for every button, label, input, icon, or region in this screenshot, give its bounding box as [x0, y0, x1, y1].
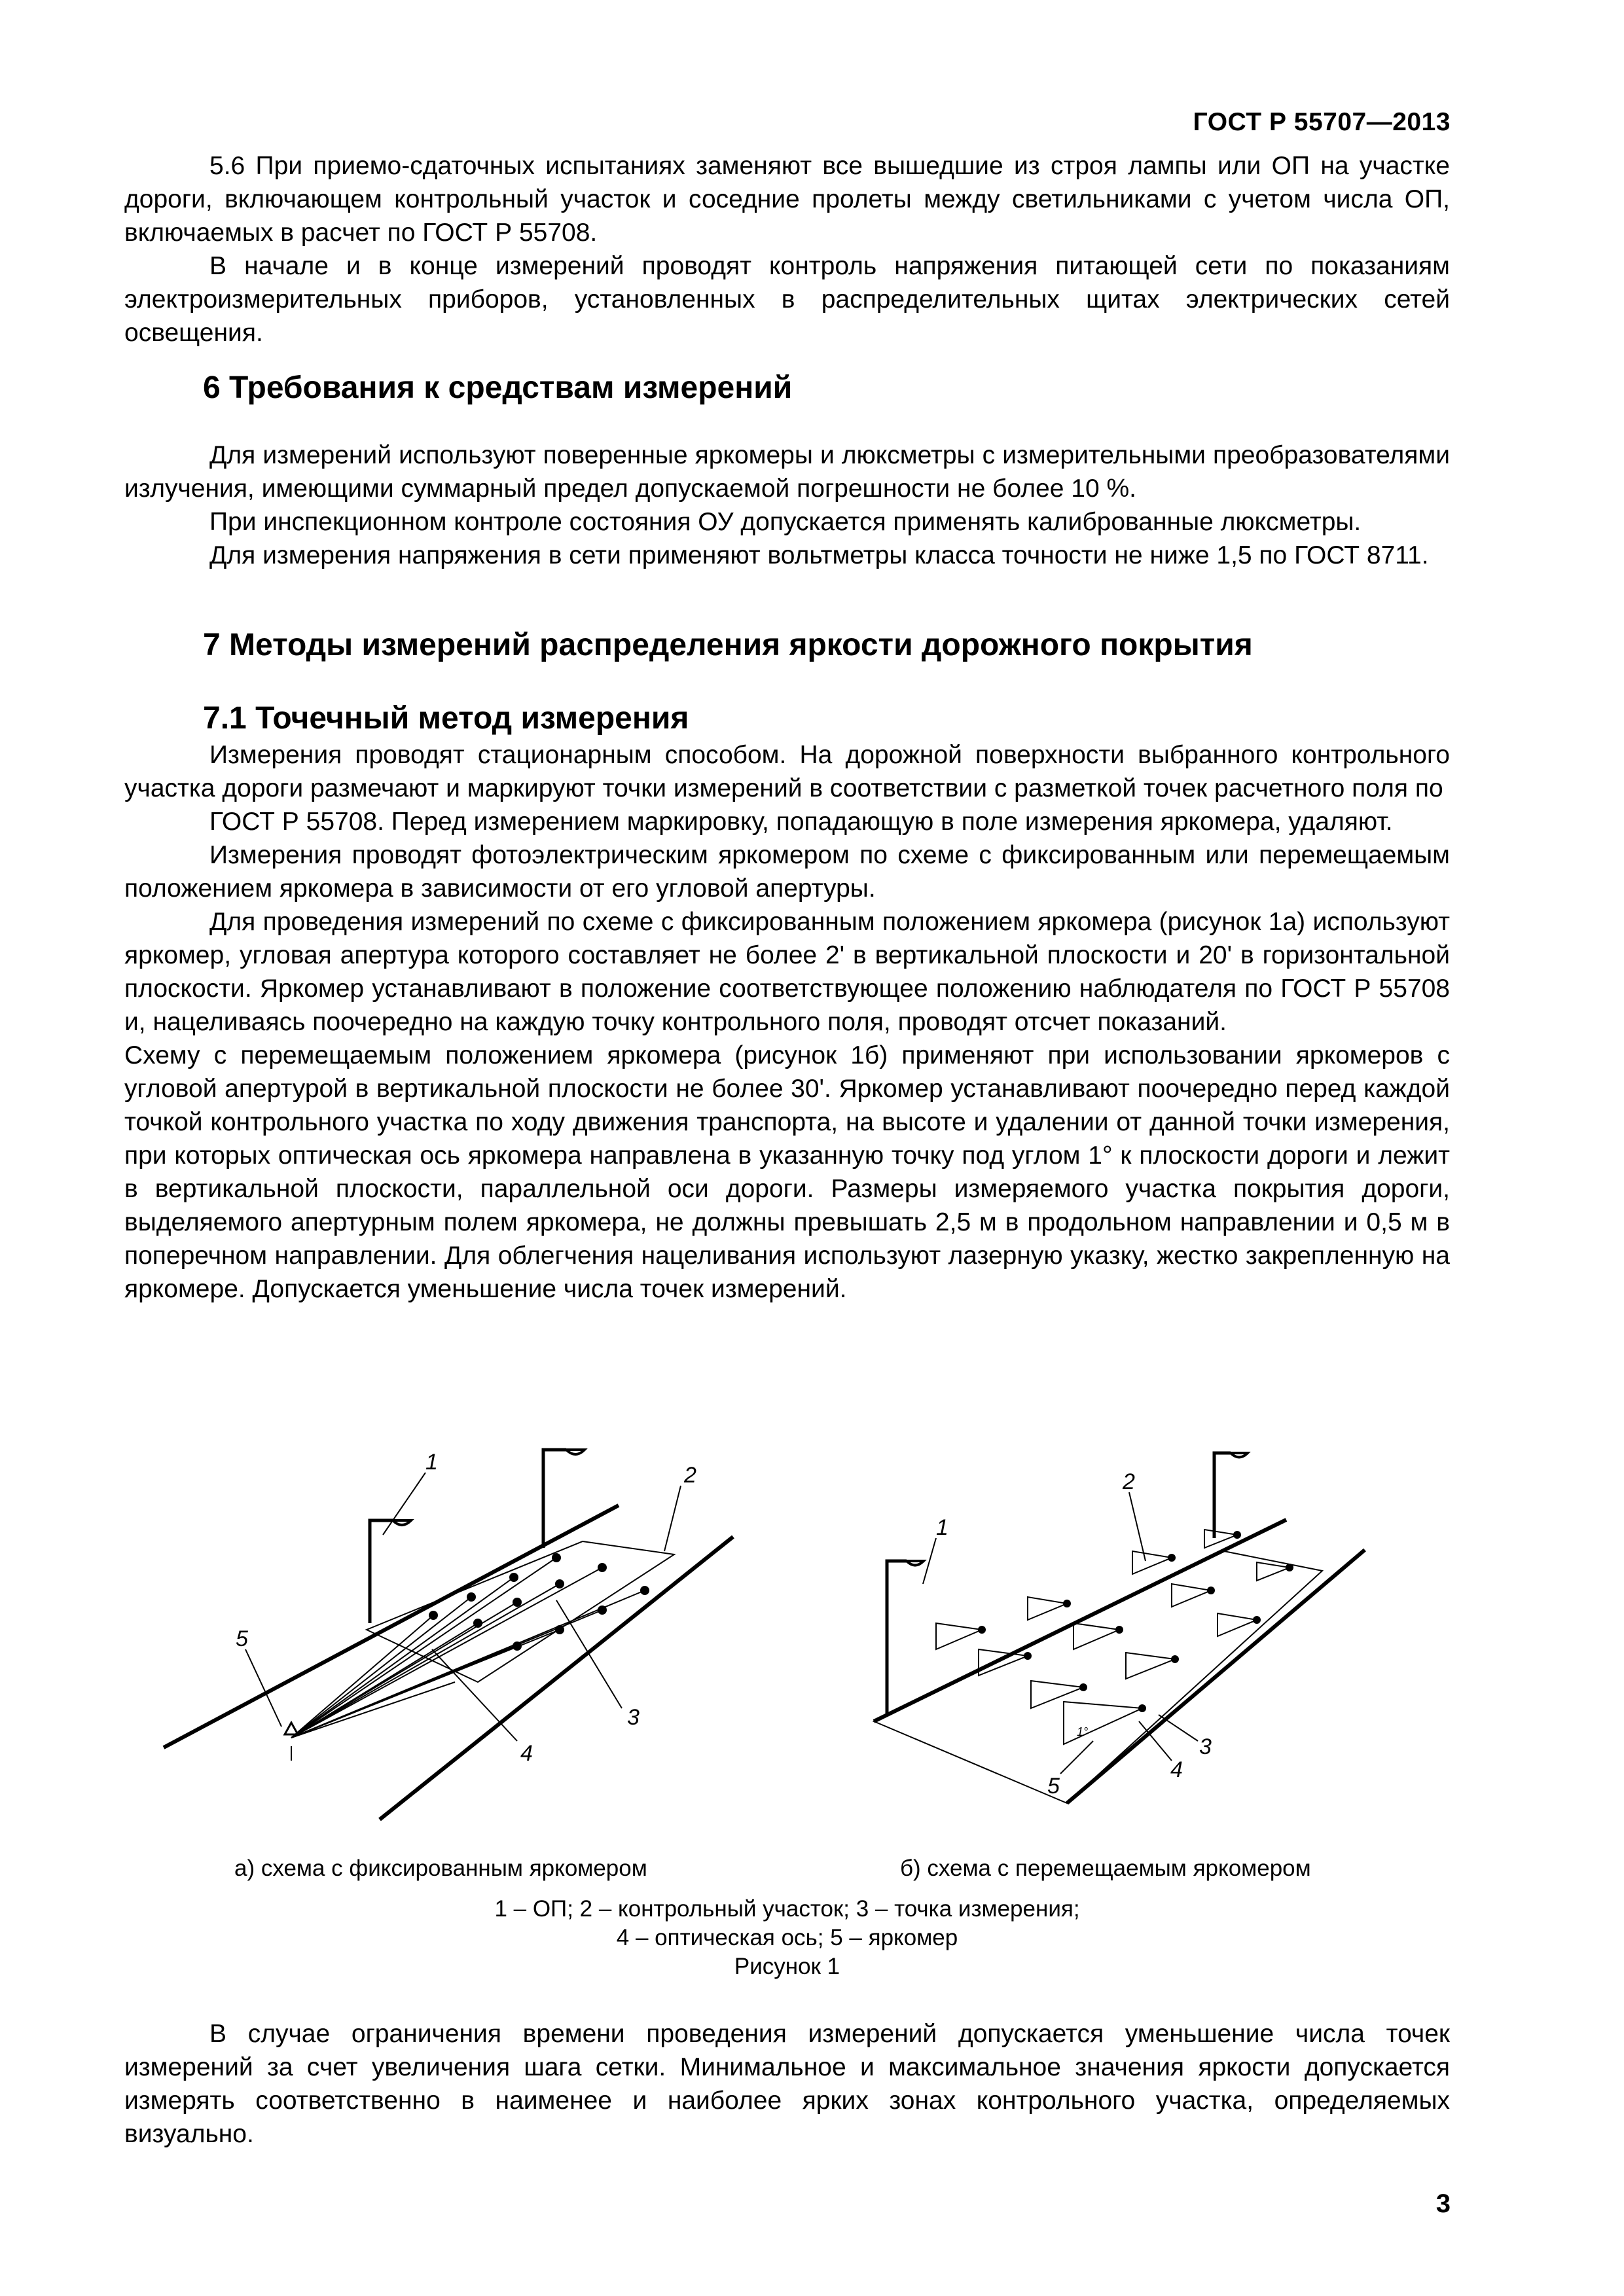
label-5-left: 5 — [236, 1626, 248, 1651]
paragraph: Измерения проводят фотоэлектрическим яркомером по схеме с фиксированным или перемещаемым положением яркомера в зависимости от его угловой апертуры. — [124, 841, 1450, 903]
section-7-1-body — [124, 738, 1450, 1306]
diagram-fixed-luminance-meter — [164, 1450, 733, 1820]
label-1-left: 1 — [425, 1450, 438, 1475]
label-2-right: 2 — [1123, 1469, 1135, 1494]
label-4-right: 4 — [1170, 1757, 1183, 1782]
optical-axes — [936, 1530, 1290, 1744]
paragraph: Для измерения напряжения в сети применяют вольтметры класса точности не ниже 1,5 по ГОСТ 8711. — [209, 541, 1429, 569]
label-4-left: 4 — [520, 1741, 533, 1766]
paragraph: Схему с перемещаемым положением яркомера (рисунок 1б) применяют при использовании яркомеров с угловой апертурой в вертикальной плоскости не более 30'. Яркомер устанавливают поочередно перед каждой точкой контрольного участка по ходу движения транспорта, на высоте и удалении от данной точки измерения, при которых оптическая ось яркомера направлена в указанную точку под углом 1° к плоскости дороги и лежит в вертикальной плоскости, параллельной оси дороги. Размеры измеряемого участка покрытия дороги, выделяемого апертурным полем яркомера, не должны превышать 2,5 м в продольном направлении и 0,5 м в поперечном направлении. Для облегчения нацеливания используют лазерную указку, жестко закрепленную на яркомере. Допускается уменьшение числа точек измерений. — [124, 1041, 1450, 1303]
section-5-6 — [124, 149, 1450, 350]
road-edge-upper — [164, 1505, 619, 1748]
luminaire-head-icon — [907, 1561, 924, 1566]
figure-legend — [124, 1895, 1450, 1981]
paragraph: Для измерений используют поверенные яркомеры и люксметры с измерительными преобразователями излучения, имеющими суммарный предел допускаемой погрешности не более 10 %. — [124, 441, 1450, 503]
page-number: 3 — [1435, 2189, 1451, 2218]
measurement-points-right — [978, 1531, 1293, 1712]
figure-1-diagrams — [151, 1433, 1460, 1826]
paragraph: При инспекционном контроле состояния ОУ допускается применять калиброванные люксметры. — [209, 508, 1362, 536]
control-area-outline — [874, 1551, 1322, 1803]
luminaire-head-icon — [393, 1520, 411, 1525]
road-edge-lower — [1067, 1550, 1365, 1803]
label-1-right: 1 — [936, 1515, 948, 1540]
paragraph: В начале и в конце измерений проводят контроль напряжения питающей сети по показаниям электроизмерительных приборов, установленных в распределительных щитах электрических сетей освещения. — [124, 252, 1450, 347]
luminaire-head-icon — [1231, 1453, 1248, 1458]
legend-line: 1 – ОП; 2 – контрольный участок; 3 – точка измерения; — [494, 1896, 1080, 1922]
angle-label: 1° — [1077, 1725, 1089, 1738]
caption-a: а) схема с фиксированным яркомером — [234, 1856, 647, 1881]
label-3-left: 3 — [627, 1705, 640, 1730]
paragraph: 5.6 При приемо-сдаточных испытаниях заменяют все вышедшие из строя лампы или ОП на участке дороги, включающем контрольный участок и соседние пролеты между светильниками с учетом числа ОП, включаемых в расчет по ГОСТ Р 55708. — [124, 152, 1450, 247]
section-7-1-heading: 7.1 Точечный метод измерения — [203, 701, 689, 736]
label-5-right: 5 — [1047, 1774, 1060, 1799]
paragraph: В случае ограничения времени проведения измерений допускается уменьшение числа точек измерений за счет увеличения шага сетки. Минимальное и максимальное значения яркости допускается измерять соответственно в наименее и наиболее ярких зонах контрольного участка, определяемых визуально. — [124, 2020, 1450, 2148]
figure-1 — [151, 1433, 1460, 1829]
luminaire-head-icon — [566, 1450, 585, 1454]
label-2-left: 2 — [684, 1463, 696, 1488]
luminaire-pole-icon — [887, 1561, 907, 1715]
luminance-meter-icon — [285, 1723, 298, 1734]
paragraph: ГОСТ Р 55708. Перед измерением маркировку, попадающую в поле измерения яркомера, удаляют. — [209, 808, 1393, 836]
legend-line: 4 – оптическая ось; 5 – яркомер — [616, 1925, 958, 1950]
luminaire-pole-icon — [370, 1520, 393, 1623]
caption-b: б) схема с перемещаемым яркомером — [900, 1856, 1311, 1881]
luminaire-pole-icon — [1214, 1453, 1231, 1538]
section-7-heading: 7 Методы измерений распределения яркости дорожного покрытия — [203, 628, 1253, 662]
paragraph: Измерения проводят стационарным способом. На дорожной поверхности выбранного контрольного участка дороги размечают и маркируют точки измерений в соответствии с разметкой точек расчетного поля по — [124, 741, 1450, 802]
section-6-body — [124, 439, 1450, 572]
label-3-right: 3 — [1199, 1734, 1212, 1759]
final-paragraph-block — [124, 2017, 1450, 2151]
section-6-heading: 6 Требования к средствам измерений — [203, 370, 793, 405]
paragraph: Для проведения измерений по схеме с фиксированным положением яркомера (рисунок 1а) используют яркомер, угловая апертура которого составляет не более 2' в вертикальной плоскости и 20' в горизонтальной плоскости. Яркомер устанавливают в положение соответствующее положению наблюдателя по ГОСТ Р 55708 и, нацеливаясь поочередно на каждую точку контрольного поля, проводят отсчет показаний. — [124, 908, 1450, 1036]
figure-title: Рисунок 1 — [734, 1954, 840, 1979]
document-header: ГОСТ Р 55707—2013 — [1193, 108, 1451, 136]
